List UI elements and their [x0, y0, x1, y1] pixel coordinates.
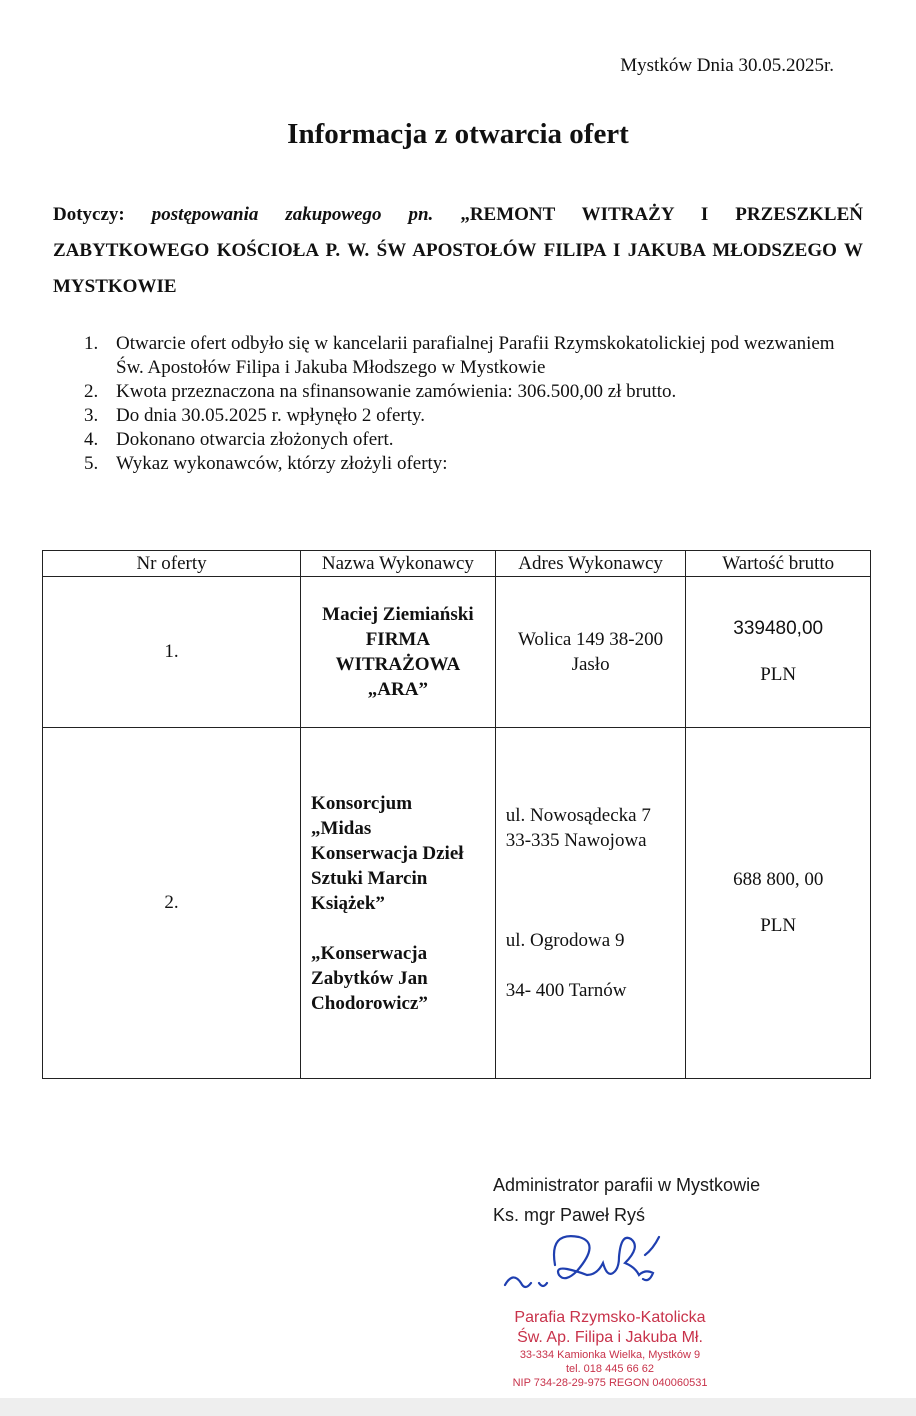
document-title: Informacja z otwarcia ofert — [287, 118, 629, 150]
offer-value: 688 800, 00 PLN — [686, 728, 871, 1079]
subject-text: „REMONT WITRAŻY I PRZESZKLEŃ ZABYTKOWEGO KOŚCIOŁA P. W. ŚW APOSTOŁÓW FILIPA I JAKUBA MŁODSZEGO W MYSTKOWIE — [53, 204, 864, 297]
parish-stamp: Parafia Rzymsko-Katolicka Św. Ap. Filipa i Jakuba Mł. 33-334 Kamionka Wielka, Mystków 9 tel. 018 445 66 62 NIP 734-28-29-975 REGON 040060531 — [512, 1309, 708, 1389]
offer-name: Maciej Ziemiański FIRMA WITRAŻOWA „ARA” — [301, 577, 496, 728]
col-header-name: Nazwa Wykonawcy — [301, 551, 496, 577]
col-header-value: Wartość brutto — [686, 551, 871, 577]
info-list — [84, 332, 844, 476]
subject-italic: postępowania zakupowego pn. — [151, 204, 434, 225]
table-header-row — [43, 551, 871, 577]
admin-title: Administrator parafii w Mystkowie — [493, 1175, 761, 1195]
col-header-nr: Nr oferty — [43, 551, 301, 577]
priest-name: Ks. mgr Paweł Ryś — [493, 1205, 646, 1225]
offer-name: Konsorcjum „Midas Konserwacja Dzieł Sztuki Marcin Książek” „Konserwacja Zabytków Jan Chodorowicz” — [301, 728, 496, 1079]
document-date: Mystków Dnia 30.05.2025r. — [620, 55, 834, 76]
list-item: 3. Do dnia 30.05.2025 r. wpłynęło 2 oferty. — [84, 405, 426, 426]
offer-nr: 2. — [43, 728, 301, 1079]
col-header-address: Adres Wykonawcy — [495, 551, 686, 577]
subject-label: Dotyczy: — [53, 204, 125, 225]
table-row — [43, 728, 871, 1079]
offer-value: 339480,00 PLN — [686, 577, 871, 728]
signatory — [493, 1170, 760, 1230]
offers-table — [42, 550, 871, 1079]
signature-image — [495, 1225, 705, 1315]
list-item: 4. Dokonano otwarcia złożonych ofert. — [84, 429, 394, 450]
table-row — [43, 577, 871, 728]
subject-paragraph — [53, 197, 863, 305]
offer-address: Wolica 149 38-200 Jasło — [495, 577, 686, 728]
list-item: 1. Otwarcie ofert odbyło się w kancelarii parafialnej Parafii Rzymskokatolickiej pod wezwaniem Św. Apostołów Filipa i Jakuba Młodszego w Mystkowie — [84, 333, 835, 378]
list-item: 2. Kwota przeznaczona na sfinansowanie zamówienia: 306.500,00 zł brutto. — [84, 381, 677, 402]
page-edge — [0, 1398, 916, 1416]
offer-nr: 1. — [43, 577, 301, 728]
offer-address: ul. Nowosądecka 7 33-335 Nawojowa ul. Ogrodowa 9 34- 400 Tarnów — [495, 728, 686, 1079]
list-item: 5. Wykaz wykonawców, którzy złożyli oferty: — [84, 453, 448, 474]
